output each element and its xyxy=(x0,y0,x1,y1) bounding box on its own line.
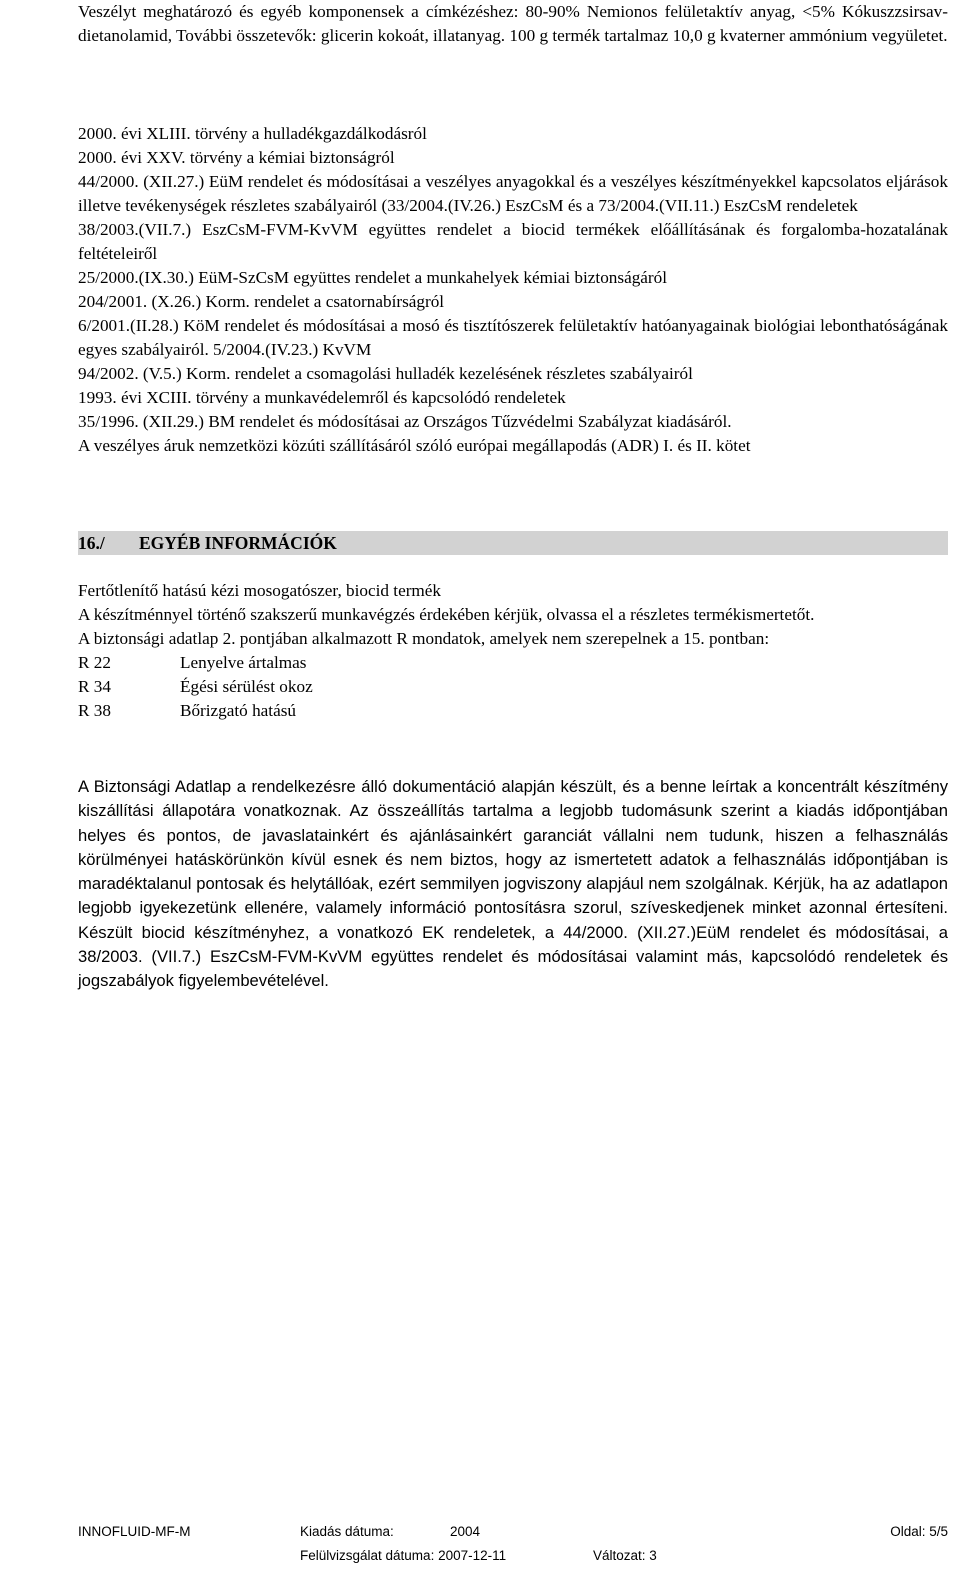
intro-text: Veszélyt meghatározó és egyéb komponensek a címkézéshez: 80-90% Nemionos felületaktív anyag, <5% Kókuszzsirsav-dietanolamid, További összetevők: glicerin kokoát, illatanyag. 100 g termék tartalmaz 10,0 g kvaterner ammónium vegyületet. xyxy=(78,2,948,45)
footer-issue-label: Kiadás dátuma: xyxy=(300,1524,394,1539)
regulation-item: 6/2001.(II.28.) KöM rendelet és módosításai a mosó és tisztítószerek felületaktív hatóanyagainak biológiai lebonthatóságának egyes szabályairól. 5/2004.(IV.23.) KvVM xyxy=(78,316,948,359)
r-phrase-row xyxy=(78,675,948,699)
r-phrase-row xyxy=(78,651,948,675)
disclaimer-text: A Biztonsági Adatlap a rendelkezésre álló dokumentáció alapján készült, és a benne leírtak a koncentrált készítmény kiszállítási állapotára vonatkoznak. Az összeállítás tartalma a legjobb tudomásunk szerint a kiadás időpontjában helyes és pontos, de javaslatainkért és ajánlásainkért garanciát vállalni nem tudunk, hiszen a felhasználás körülményei hatáskörünkön kívül esnek és nem biztos, hogy az ismertetett adatok a felhasználás időpontjában is maradéktalanul pontosak és helytállóak, ezért semmilyen jogviszony alapjául nem szolgálnak. Kérjük, ha az adatlapon legjobb igyekezetünk ellenére, valamely információ pontosításra szorul, szíveskedjenek minket azonnal értesíteni. Készült biocid készítményhez, a vonatkozó EK rendeletek, a 44/2000. (XII.27.)EüM rendelet és módosításai, a 38/2003. (VII.7.) EszCsM-FVM-KvVM együttes rendelet és módosításai valamint más, kapcsolódó rendeletek és jogszabályok figyelembevételével. xyxy=(78,777,948,991)
r-phrase-row xyxy=(78,699,948,723)
other-info xyxy=(78,579,948,723)
footer-product: INNOFLUID-MF-M xyxy=(78,1524,191,1539)
r-phrase-code: R 34 xyxy=(78,677,111,696)
regulation-item: 2000. évi XXV. törvény a kémiai biztonságról xyxy=(78,148,395,167)
r-phrase-text: Bőrizgató hatású xyxy=(180,701,296,720)
footer-issue-value: 2004 xyxy=(450,1524,481,1539)
regulation-item: 25/2000.(IX.30.) EüM-SzCsM együttes rendelet a munkahelyek kémiai biztonságáról xyxy=(78,268,668,287)
r-phrase-text: Égési sérülést okoz xyxy=(180,677,313,696)
page-footer xyxy=(78,1510,948,1570)
section-title: EGYÉB INFORMÁCIÓK xyxy=(139,533,337,553)
regulation-item: 35/1996. (XII.29.) BM rendelet és módosításai az Országos Tűzvédelmi Szabályzat kiadásáról. xyxy=(78,412,732,431)
disclaimer-paragraph xyxy=(78,775,948,994)
regulations-list xyxy=(78,122,948,458)
footer-page: Oldal: 5/5 xyxy=(890,1524,948,1539)
footer-review: Felülvizsgálat dátuma: 2007-12-11 xyxy=(300,1548,507,1563)
regulation-item: A veszélyes áruk nemzetközi közúti szállításáról szóló európai megállapodás (ADR) I. és II. kötet xyxy=(78,436,751,455)
section-number: 16./ xyxy=(78,533,105,553)
regulation-item: 38/2003.(VII.7.) EszCsM-FVM-KvVM együttes rendelet a biocid termékek előállításának és forgalomba-hozatalának feltételeiről xyxy=(78,220,948,263)
footer-version: Változat: 3 xyxy=(593,1548,657,1563)
r-phrase-code: R 22 xyxy=(78,653,111,672)
section-heading xyxy=(78,531,948,555)
regulation-item: 94/2002. (V.5.) Korm. rendelet a csomagolási hulladék kezelésének részletes szabályairól xyxy=(78,364,693,383)
info-line: A biztonsági adatlap 2. pontjában alkalmazott R mondatok, amelyek nem szerepelnek a 15. pontban: xyxy=(78,629,770,648)
r-phrase-code: R 38 xyxy=(78,701,111,720)
r-phrase-text: Lenyelve ártalmas xyxy=(180,653,307,672)
intro-paragraph xyxy=(78,0,948,48)
regulation-item: 44/2000. (XII.27.) EüM rendelet és módosításai a veszélyes anyagokkal és a veszélyes készítményekkel kapcsolatos eljárások illetve tevékenységek részletes szabályairól (33/2004.(IV.26.) EszCsM és a 73/2004.(VII.11.) EszCsM rendeletek xyxy=(78,172,948,215)
regulation-item: 204/2001. (X.26.) Korm. rendelet a csatornabírságról xyxy=(78,292,445,311)
regulation-item: 2000. évi XLIII. törvény a hulladékgazdálkodásról xyxy=(78,124,427,143)
regulation-item: 1993. évi XCIII. törvény a munkavédelemről és kapcsolódó rendeletek xyxy=(78,388,566,407)
info-line: Fertőtlenítő hatású kézi mosogatószer, biocid termék xyxy=(78,581,442,600)
info-line: A készítménnyel történő szakszerű munkavégzés érdekében kérjük, olvassa el a részletes termékismertetőt. xyxy=(78,605,815,624)
